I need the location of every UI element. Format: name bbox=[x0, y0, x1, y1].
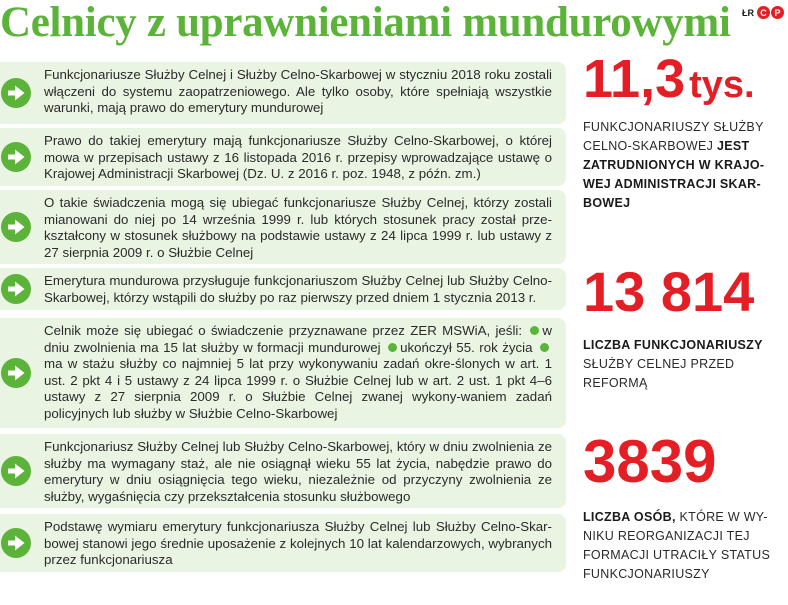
info-item-text bbox=[44, 323, 552, 422]
arrow-right-icon bbox=[0, 211, 32, 243]
bullet-dot-icon bbox=[530, 326, 539, 335]
author-initials: ŁR bbox=[742, 7, 754, 18]
arrow-right-icon bbox=[0, 357, 32, 389]
condition-1: w dniu zwolnienia ma 15 lat służby w formacji mundurowej bbox=[44, 323, 552, 355]
info-item-text: Podstawę wymiaru emerytury funkcjonariusza Służby Celnej lub Służby Celno-Skar-bowej stanowi jego średnie uposażenie z kolejnych 10 lat kalendarzowych, wybranych przez funkcjonariusza bbox=[44, 519, 552, 567]
info-item-7 bbox=[0, 514, 566, 572]
arrow-right-icon bbox=[0, 77, 32, 109]
info-item-3 bbox=[0, 190, 566, 264]
bullet-dot-icon bbox=[388, 343, 397, 352]
info-item-text: O takie świadczenia mogą się ubiegać funkcjonariusze Służby Celnej, którzy zostali mianowani do niej po 14 września 1999 r. lub których stosunek pracy został prze-kształcony w stosunek służbowy na podstawie ustawy z 24 lipca 1999 r. lub ustawy z 27 sierpnia 2009 r. o Służbie Celnej bbox=[44, 195, 552, 260]
credit bbox=[742, 6, 784, 19]
stat-value: 11,3 tys. bbox=[583, 49, 755, 109]
info-item-1 bbox=[0, 62, 566, 124]
condition-3: ma w stażu służby co najmniej 5 lat przy wykonywaniu zadań okre-ślonych w art. 1 ust. 2 pkt 4 i 5 ustawy z 24 lipca 1999 r. o Służbie Celnej lub w art. 2 ust. 1 pkt 4–6 ustawy z 27 sierpnia 2009 r. o Służbie Celnej zwanej wykony-waniem zadań policyjnych lub służby w Służbie Celno-Skarbowej bbox=[44, 356, 552, 421]
stat-value: 3839 bbox=[583, 428, 717, 495]
conditions-intro: Celnik może się ubiegać o świadczenie przyznawane przez ZER MSWiA, jeśli: bbox=[44, 323, 523, 338]
stat-3 bbox=[583, 428, 785, 584]
condition-2: ukończył 55. rok życia bbox=[400, 339, 533, 355]
info-item-2 bbox=[0, 128, 566, 186]
info-item-4 bbox=[0, 268, 566, 310]
info-item-text: Funkcjonariusz Służby Celnej lub Służby Celno-Skarbowej, który w dniu zwolnienia ze służby ma wymagany staż, ale nie osiągnął wieku 55 lat życia, nabędzie prawo do emerytury w dniu osiągnięcia tego wieku, niezależnie od przyczyny zwolnienia ze służby, wygaśnięcia czy przekształcenia stosunku służbowego bbox=[44, 439, 552, 504]
stat-description: FUNKCJONARIUSZY SŁUŻBY CELNO-SKARBOWEJ JEST ZATRUDNIONYCH W KRAJO-WEJ ADMINISTRACJI SKAR-BOWEJ bbox=[583, 120, 765, 210]
arrow-right-icon bbox=[0, 273, 32, 305]
cp-logo-icon: C P bbox=[757, 6, 784, 19]
stat-1 bbox=[583, 49, 785, 213]
arrow-right-icon bbox=[0, 141, 32, 173]
arrow-right-icon bbox=[0, 455, 32, 487]
info-item-5 bbox=[0, 318, 566, 428]
info-item-text: Prawo do takiej emerytury mają funkcjonariusze Służby Celno-Skarbowej, o której mowa w przepisach ustawy z 16 listopada 2016 r. przepisy wprowadzające ustawę o Krajowej Administracji Skarbowej (Dz. U. z 2016 r. poz. 1948, z późn. zm.) bbox=[44, 133, 552, 181]
page-title: Celnicy z uprawnieniami mundurowymi bbox=[0, 0, 731, 46]
stat-description: LICZBA OSÓB, KTÓRE W WY-NIKU REORGANIZACJI TEJ FORMACJI UTRACIŁY STATUS FUNKCJONARIUSZY bbox=[583, 510, 771, 581]
stat-unit: tys. bbox=[689, 64, 755, 106]
bullet-dot-icon bbox=[540, 343, 549, 352]
info-item-6 bbox=[0, 434, 566, 508]
stat-value: 13 814 bbox=[583, 260, 755, 323]
info-item-text: Emerytura mundurowa przysługuje funkcjonariuszom Służby Celnej lub Służby Celno-Skarbowej, którzy wstąpili do służby po raz pierwszy przed dniem 1 stycznia 2013 r. bbox=[44, 273, 552, 305]
arrow-right-icon bbox=[0, 527, 32, 559]
stat-2 bbox=[583, 260, 785, 393]
stat-description: LICZBA FUNKCJONARIUSZY SŁUŻBY CELNEJ PRZED REFORMĄ bbox=[583, 338, 763, 390]
info-item-text: Funkcjonariusze Służby Celnej i Służby Celno-Skarbowej w styczniu 2018 roku zostali włączeni do systemu zaopatrzeniowego. Ale tylko osoby, które spełniają wszystkie warunki, mają prawo do emerytury mundurowej bbox=[44, 67, 552, 115]
